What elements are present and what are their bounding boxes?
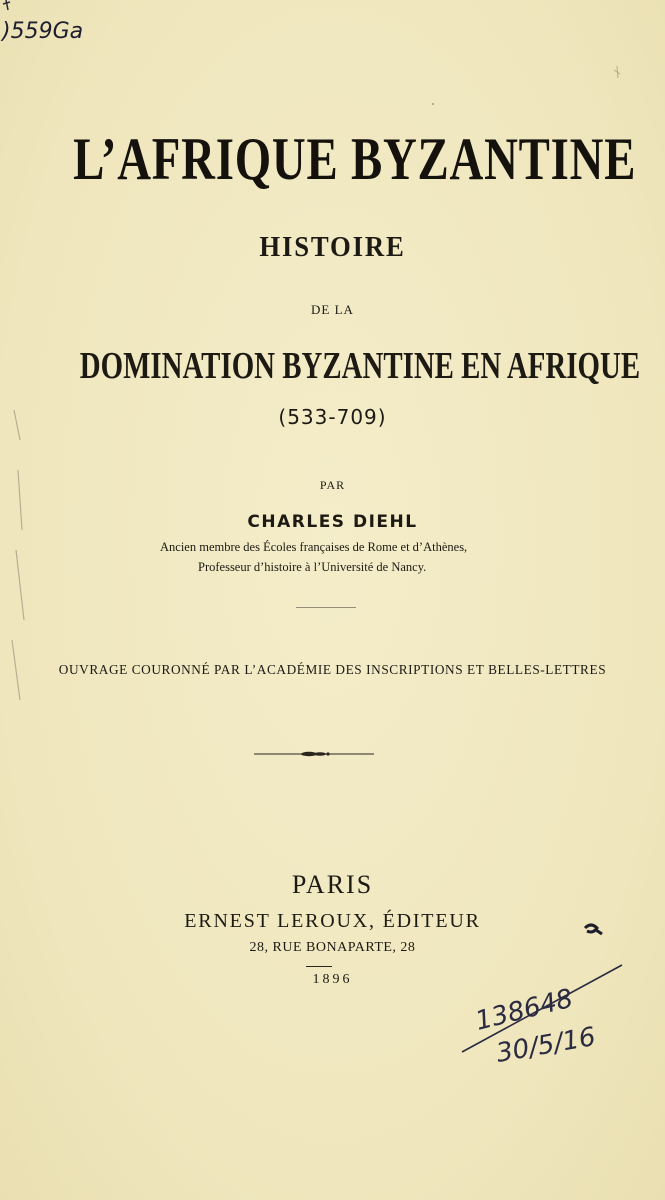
publication-year: 1896 (312, 972, 353, 987)
author-name: CHARLES DIEHL (247, 512, 418, 532)
award-line: OUVRAGE COURONNÉ PAR L’ACADÉMIE DES INSCRIPTIONS ET BELLES-LETTRES (58, 663, 607, 678)
connector-de-la: DE LA (311, 302, 354, 317)
accession-number: 138648 (472, 983, 577, 1037)
subtitle-domination: DOMINATION BYZANTINE EN AFRIQUE (79, 345, 641, 387)
by-label: PAR (319, 478, 346, 492)
subtitle-histoire: HISTOIRE (259, 231, 406, 263)
accession-date: 30/5/16 (494, 1021, 598, 1069)
date-range: (533-709) (278, 405, 387, 429)
call-number: )559Ga (2, 19, 84, 44)
publisher-name: ERNEST LEROUX, ÉDITEUR (184, 910, 481, 932)
author-affiliation-1: Ancien membre des Écoles françaises de Rome et d’Athènes, (160, 540, 468, 554)
book-title: L’AFRIQUE BYZANTINE (73, 126, 637, 192)
author-affiliation-2: Professeur d’histoire à l’Université de Nancy. (198, 560, 427, 574)
publisher-address: 28, RUE BONAPARTE, 28 (249, 940, 416, 955)
publication-city: PARIS (291, 870, 374, 899)
